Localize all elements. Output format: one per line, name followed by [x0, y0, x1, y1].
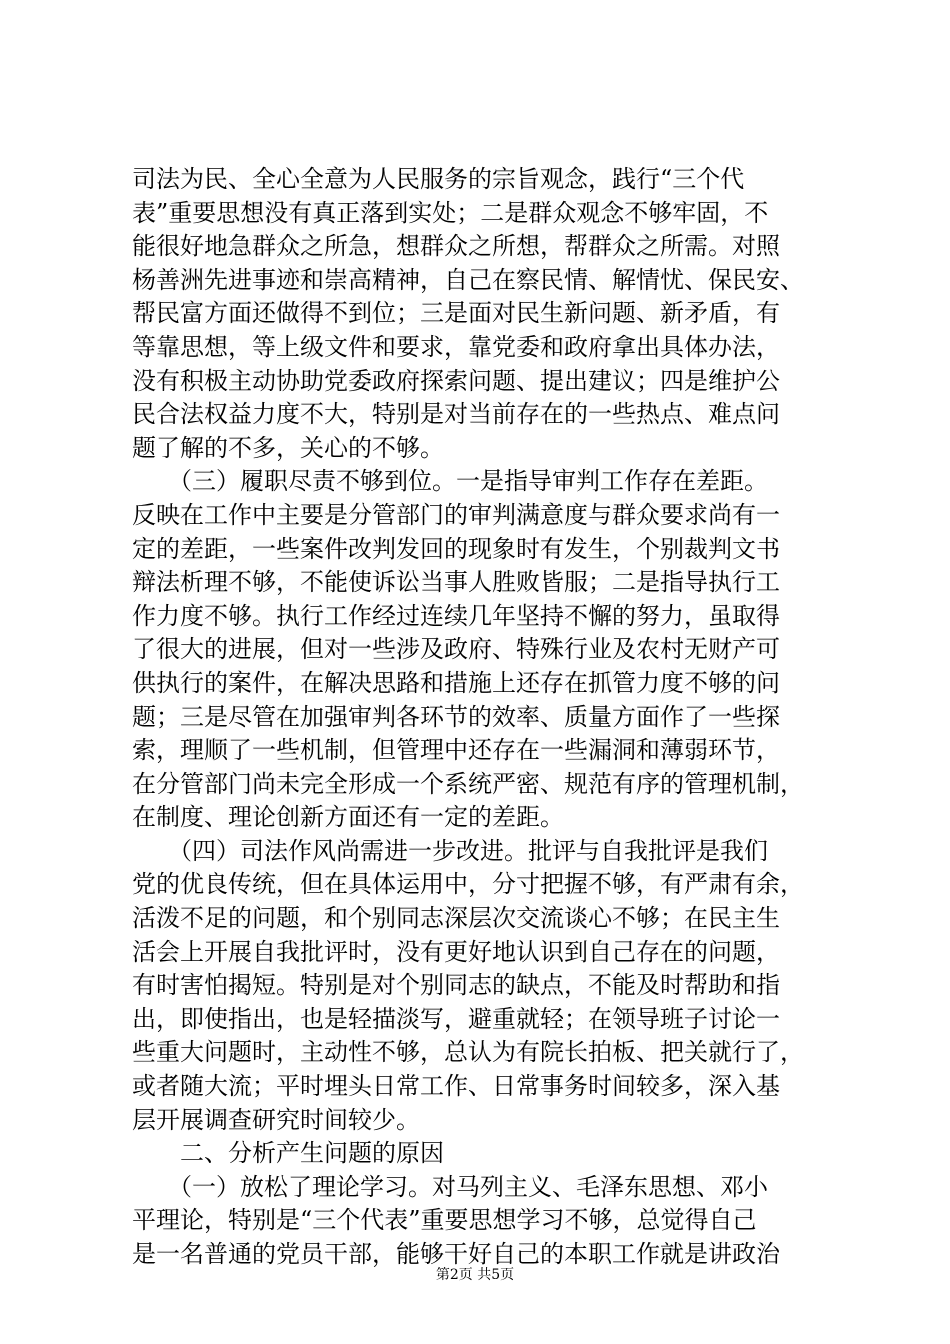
text-line: 党的优良传统，但在具体运用中，分寸把握不够，有严肃有余， [132, 870, 804, 899]
text-line: 出，即使指出，也是轻描淡写，避重就轻；在领导班子讨论一 [132, 1004, 780, 1033]
text-line: 是一名普通的党员干部，能够干好自己的本职工作就是讲政治 [132, 1240, 780, 1268]
text-line: 没有积极主动协助党委政府探索问题、提出建议；四是维护公 [132, 366, 780, 395]
text-line: 在制度、理论创新方面还有一定的差距。 [132, 803, 564, 832]
text-line: 等靠思想，等上级文件和要求，靠党委和政府拿出具体办法， [132, 332, 780, 361]
text-line: 定的差距，一些案件改判发回的现象时有发生，个别裁判文书 [132, 534, 780, 563]
text-line: 索，理顺了一些机制，但管理中还存在一些漏洞和薄弱环节， [132, 736, 780, 765]
text-line: 题；三是尽管在加强审判各环节的效率、质量方面作了一些探 [132, 702, 780, 731]
text-line: 层开展调查研究时间较少。 [132, 1105, 420, 1134]
text-line: 杨善洲先进事迹和崇高精神，自己在察民情、解情忧、保民安、 [132, 265, 804, 294]
page-footer: 第2页 共5页 [435, 1267, 515, 1283]
text-line: 或者随大流；平时埋头日常工作、日常事务时间较多，深入基 [132, 1072, 780, 1101]
text-line: 辩法析理不够，不能使诉讼当事人胜败皆服；二是指导执行工 [132, 568, 780, 597]
text-line: 了很大的进展，但对一些涉及政府、特殊行业及农村无财产可 [132, 635, 780, 664]
text-line: 帮民富方面还做得不到位；三是面对民生新问题、新矛盾，有 [132, 299, 780, 328]
text-line: （一）放松了理论学习。对马列主义、毛泽东思想、邓小 [132, 1172, 768, 1201]
text-line: 活泼不足的问题，和个别同志深层次交流谈心不够；在民主生 [132, 904, 780, 933]
text-line: （三）履职尽责不够到位。一是指导审判工作存在差距。 [132, 467, 768, 496]
text-line: （四）司法作风尚需进一步改进。批评与自我批评是我们 [132, 836, 768, 865]
text-line: 司法为民、全心全意为人民服务的宗旨观念，践行“三个代 [132, 165, 745, 193]
text-line: 能很好地急群众之所急，想群众之所想，帮群众之所需。对照 [132, 232, 780, 261]
text-line: 作力度不够。执行工作经过连续几年坚持不懈的努力，虽取得 [132, 601, 780, 630]
text-line: 表”重要思想没有真正落到实处；二是群众观念不够牢固，不 [132, 198, 769, 227]
text-line: 有时害怕揭短。特别是对个别同志的缺点，不能及时帮助和指 [132, 971, 780, 1000]
text-line: 些重大问题时，主动性不够，总认为有院长拍板、把关就行了， [132, 1038, 804, 1067]
text-line: 在分管部门尚未完全形成一个系统严密、规范有序的管理机制， [132, 769, 804, 798]
text-line: 反映在工作中主要是分管部门的审判满意度与群众要求尚有一 [132, 500, 780, 529]
body-text [132, 163, 828, 1272]
text-line: 供执行的案件，在解决思路和措施上还存在抓管力度不够的问 [132, 668, 780, 697]
text-line: 题了解的不多，关心的不够。 [132, 433, 444, 462]
text-line: 平理论，特别是“三个代表”重要思想学习不够，总觉得自己 [132, 1206, 757, 1235]
text-line: 民合法权益力度不大，特别是对当前存在的一些热点、难点问 [132, 400, 780, 429]
text-line: 活会上开展自我批评时，没有更好地认识到自己存在的问题， [132, 937, 780, 966]
text-line: 二、分析产生问题的原因 [132, 1139, 444, 1168]
